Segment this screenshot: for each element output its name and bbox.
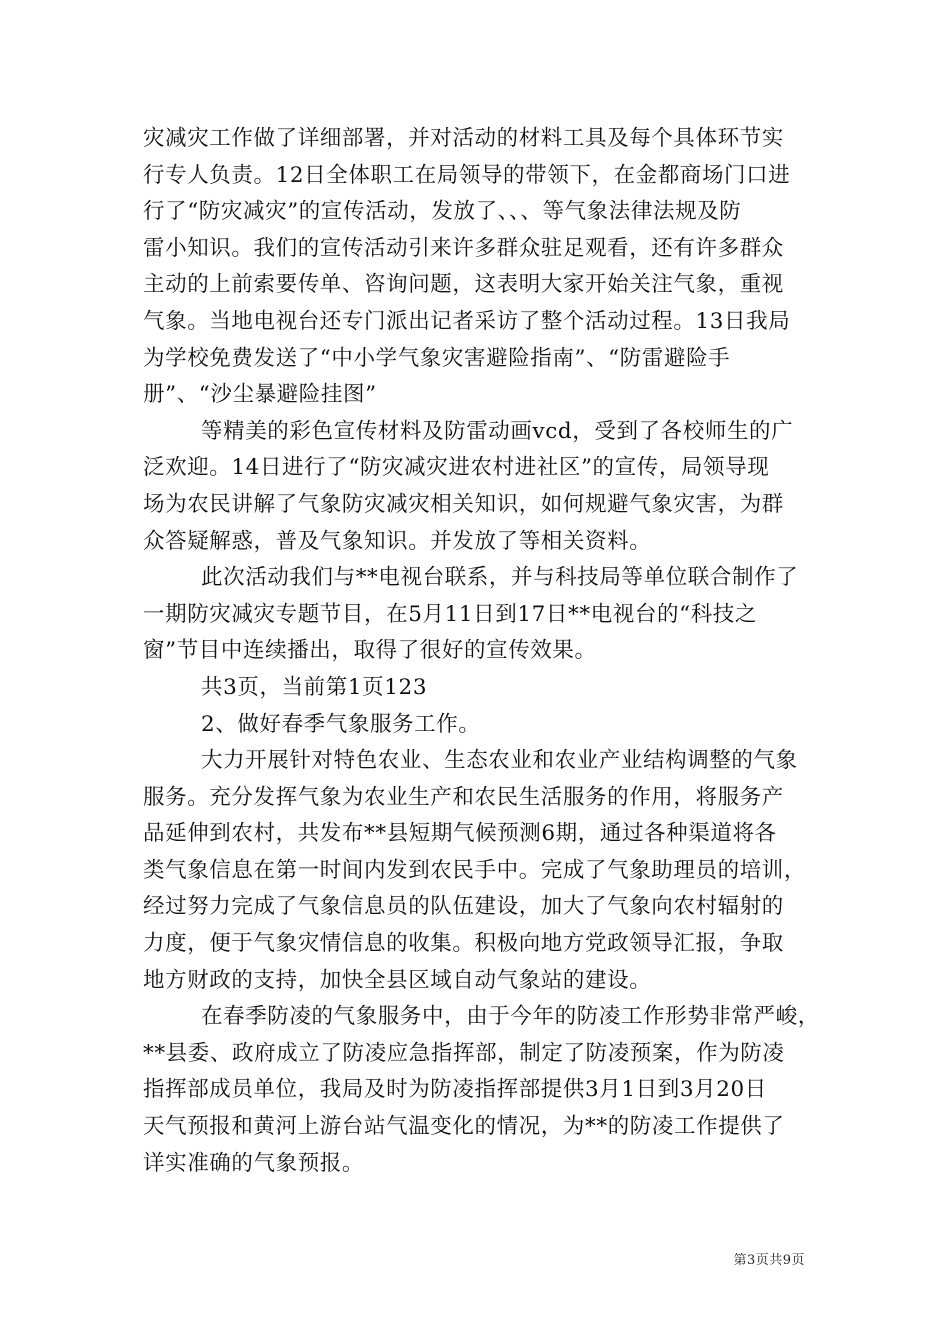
- text-line: 窗”节目中连续播出，取得了很好的宣传效果。: [143, 638, 597, 664]
- text-line: 经过努力完成了气象信息员的队伍建设，加大了气象向农村辐射的: [143, 894, 784, 920]
- text-line: 泛欢迎。14日进行了“防灾减灾进农村进社区”的宣传，局领导现: [143, 455, 770, 481]
- text-line: **县委、政府成立了防凌应急指挥部，制定了防凌预案，作为防凌: [143, 1040, 785, 1066]
- text-line: 指挥部成员单位，我局及时为防凌指挥部提供3月1日到3月20日: [143, 1077, 767, 1103]
- text-line: 主动的上前索要传单、咨询问题，这表明大家开始关注气象，重视: [143, 272, 784, 298]
- text-line: 力度，便于气象灾情信息的收集。积极向地方党政领导汇报，争取: [143, 931, 784, 957]
- text-line: 场为农民讲解了气象防灾减灾相关知识，如何规避气象灾害，为群: [143, 491, 784, 517]
- text-line: 雷小知识。我们的宣传活动引来许多群众驻足观看，还有许多群众: [143, 235, 784, 261]
- text-line: 等精美的彩色宣传材料及防雷动画vcd，受到了各校师生的广: [201, 418, 794, 444]
- text-line: 类气象信息在第一时间内发到农民手中。完成了气象助理员的培训，: [143, 857, 807, 883]
- text-line: 为学校免费发送了“中小学气象灾害避险指南”、“防雷避险手: [143, 345, 731, 371]
- text-line: 地方财政的支持，加快全县区域自动气象站的建设。: [143, 967, 652, 993]
- text-line: 一期防灾减灾专题节目，在5月11日到17日**电视台的“科技之: [143, 601, 757, 627]
- text-line: 行了“防灾减灾”的宣传活动，发放了、、、等气象法律法规及防: [143, 199, 742, 225]
- text-line: 众答疑解惑，普及气象知识。并发放了等相关资料。: [143, 528, 652, 554]
- text-line: 大力开展针对特色农业、生态农业和农业产业结构调整的气象: [201, 748, 798, 774]
- text-line: 品延伸到农村，共发布**县短期气候预测6期，通过各种渠道将各: [143, 821, 777, 847]
- text-line: 天气预报和黄河上游台站气温变化的情况，为**的防凌工作提供了: [143, 1114, 785, 1140]
- text-line: 在春季防凌的气象服务中，由于今年的防凌工作形势非常严峻，: [201, 1004, 820, 1030]
- text-line: 灾减灾工作做了详细部署，并对活动的材料工具及每个具体环节实: [143, 126, 784, 151]
- text-line: 详实准确的气象预报。: [143, 1150, 365, 1176]
- text-line: 2、做好春季气象服务工作。: [201, 711, 481, 737]
- page-number-footer: 第3页共9页: [733, 1253, 805, 1268]
- document-body: [143, 121, 820, 1182]
- text-line: 共3页，当前第1页123: [201, 674, 428, 700]
- text-line: 册”、“沙尘暴避险挂图”: [143, 382, 377, 408]
- text-line: 服务。充分发挥气象为农业生产和农民生活服务的作用，将服务产: [143, 784, 784, 810]
- text-line: 行专人负责。12日全体职工在局领导的带领下，在金都商场门口进: [143, 162, 791, 188]
- text-line: 此次活动我们与**电视台联系，并与科技局等单位联合制作了: [201, 565, 799, 591]
- text-line: 气象。当地电视台还专门派出记者采访了整个活动过程。13日我局: [143, 308, 791, 334]
